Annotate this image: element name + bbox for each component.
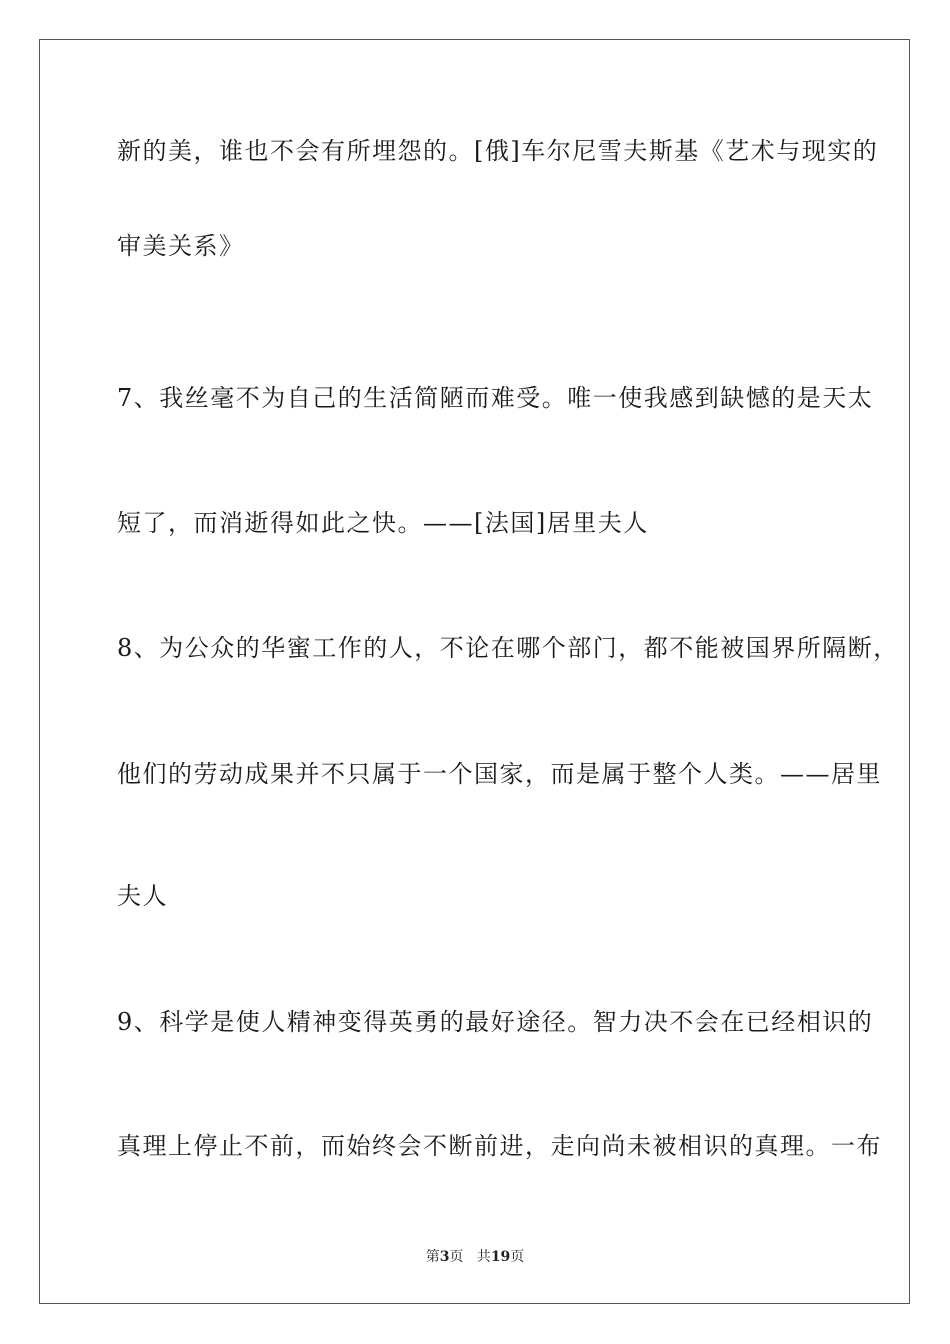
- footer-current-page: 3: [439, 1249, 450, 1265]
- text-line-2: 审美关系》: [117, 232, 245, 260]
- text-line-4: 短了，而消逝得如此之快。——[法国]居里夫人: [117, 509, 649, 537]
- text-line-1: 新的美，谁也不会有所埋怨的。[俄]车尔尼雪夫斯基《艺术与现实的: [117, 137, 879, 165]
- footer-total-pages: 19: [490, 1249, 511, 1265]
- text-line-5: 8、为公众的华蜜工作的人，不论在哪个部门，都不能被国界所隔断，: [117, 634, 899, 662]
- text-line-8: 9、科学是使人精神变得英勇的最好途径。智力决不会在已经相识的: [117, 1008, 874, 1036]
- page-number-footer: [0, 1248, 950, 1266]
- text-line-7: 夫人: [117, 882, 168, 910]
- text-line-6: 他们的劳动成果并不只属于一个国家，而是属于整个人类。——居里: [117, 760, 882, 788]
- page-border: [39, 39, 910, 1304]
- footer-suffix: 页: [510, 1249, 525, 1265]
- footer-mid: 页 共: [449, 1249, 491, 1265]
- text-line-3: 7、我丝毫不为自己的生活简陋而难受。唯一使我感到缺憾的是天太: [117, 384, 874, 412]
- footer-prefix: 第: [425, 1249, 440, 1265]
- text-line-9: 真理上停止不前，而始终会不断前进，走向尚未被相识的真理。一布: [117, 1132, 882, 1160]
